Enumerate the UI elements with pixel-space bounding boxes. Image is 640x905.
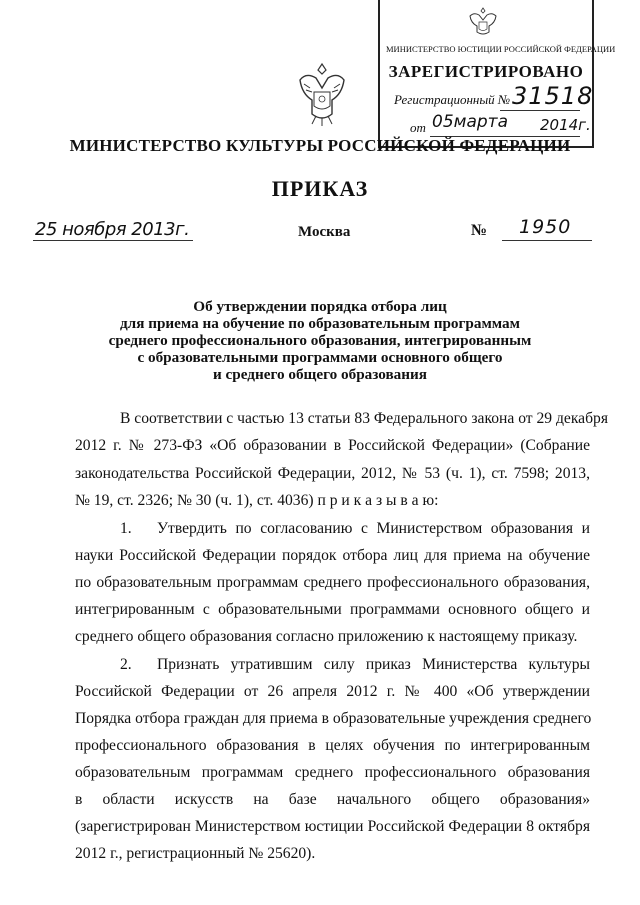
stamp-from-label: от: [410, 120, 426, 135]
order-title: ПРИКАЗ: [271, 176, 369, 201]
stamp-reg-underline: [500, 110, 580, 111]
stamp-reg-number: 31518: [512, 82, 594, 110]
stamp-ministry-name: МИНИСТЕРСТВО ЮСТИЦИИ РОССИЙСКОЙ ФЕДЕРАЦИИ: [386, 44, 616, 54]
order-city: Москва: [298, 224, 351, 240]
order-number-label: №: [471, 222, 488, 239]
item-2-line: Российской Федерации от 26 апреля 2012 г. № 400 «Об утверждении: [75, 683, 590, 700]
item-2-line: 2012 г., регистрационный № 25620).: [75, 845, 316, 862]
subject-line: среднего профессионального образования, интегрированным: [108, 332, 532, 349]
preamble-line: законодательства Российской Федерации, 2012, № 53 (ч. 1), ст. 7598; 2013,: [75, 465, 590, 482]
order-number: 1950: [519, 216, 572, 238]
order-date: 25 ноября 2013г.: [35, 219, 190, 240]
item-1-number: 1.: [120, 520, 132, 537]
preamble-line: В соответствии с частью 13 статьи 83 Федерального закона от 29 декабря: [120, 410, 609, 427]
stamp-date: 05марта: [432, 112, 508, 132]
item-2-number: 2.: [120, 656, 132, 673]
item-2-line: в области искусств на базе начального общего образования»: [75, 791, 590, 808]
registration-stamp: [378, 0, 616, 148]
item-1-line: Утвердить по согласованию с Министерством образования и: [157, 520, 590, 537]
item-2-line: образовательным программам среднего профессионального образования: [75, 764, 590, 781]
subject-line: для приема на обучение по образовательным программам: [120, 315, 520, 332]
item-2-line: (зарегистрирован Министерством юстиции Российской Федерации 8 октября: [75, 818, 590, 835]
item-2-line: Порядка отбора граждан для приема в образовательные учреждения среднего: [75, 710, 592, 727]
stamp-reg-label: Регистрационный №: [394, 92, 511, 107]
stamp-emblem-icon: [466, 6, 500, 38]
item-2-line: профессионального образования в целях обучения по интегрированным: [75, 737, 590, 754]
item-2-line: Признать утратившим силу приказ Министерства культуры: [157, 656, 590, 673]
order-subject: [60, 298, 580, 383]
item-1-line: среднего общего образования согласно приложению к настоящему приказу.: [75, 628, 578, 645]
item-1-line: науки Российской Федерации порядок отбора лиц для приема на обучение: [75, 547, 590, 564]
order-date-underline: [33, 240, 193, 241]
preamble-line: № 19, ст. 2326; № 30 (ч. 1), ст. 4036) п р и к а з ы в а ю:: [75, 492, 439, 509]
order-number-underline: [502, 240, 592, 241]
stamp-title: ЗАРЕГИСТРИРОВАНО: [388, 62, 584, 81]
item-1-line: по образовательным программам среднего профессионального образования,: [75, 574, 590, 591]
item-1-line: интегрированным с образовательными программами основного общего и: [75, 601, 590, 618]
preamble-line: 2012 г. № 273-ФЗ «Об образовании в Российской Федерации» (Собрание: [75, 437, 590, 454]
stamp-year: 2014г.: [540, 116, 591, 134]
subject-line: Об утверждении порядка отбора лиц: [193, 298, 447, 315]
ministry-name: МИНИСТЕРСТВО КУЛЬТУРЫ РОССИЙСКОЙ ФЕДЕРАЦИИ: [69, 136, 571, 155]
subject-line: и среднего общего образования: [213, 366, 427, 383]
coat-of-arms-emblem: [292, 58, 352, 128]
subject-line: с образовательными программами основного общего: [137, 349, 503, 366]
